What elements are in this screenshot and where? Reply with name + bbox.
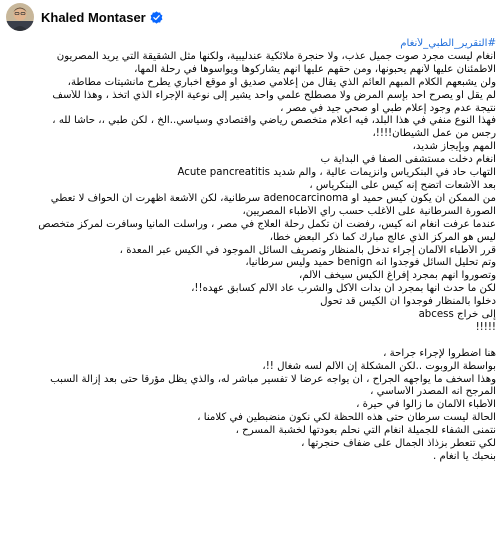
post-text-line: الاطمئنان عليها لأنهم يحبونها، ومن حقهم عليها انهم يشاركوها ويواسوها في رحلة ألمها، — [134, 63, 496, 75]
verified-badge-icon — [150, 11, 163, 24]
post-text-line: بعد الأشعات اتضح إنه كيس على البنكرياس ، — [309, 179, 496, 191]
post-text-line: عندما عرفت أنغام أنه كيس، رفضت أن تكمل رحلة العلاج في مصر ، وراسلت المانيا وسافرت لمركز متخصص — [38, 218, 496, 230]
post-text-line: الصورة السرطانية على الأغلب حسب رأي الأطباء المصريين، — [242, 205, 496, 217]
post-text-line: دخلوا بالمنظار فوجدوا أن الكيس قد تحول — [320, 296, 496, 308]
author-name[interactable]: Khaled Montaser — [41, 9, 146, 25]
post-text-line: الأطباء الألمان ما زالوا في حيرة ، — [356, 399, 496, 411]
post-text-line: إلى خراج abcess — [418, 309, 496, 321]
post-text-line: ولن يشبعهم الكلام المبهم العائم الذي يقال من إعلامي صديق أو موقع اخباري يطرح مانشيتات مطاطة، — [67, 76, 496, 88]
post-text-line: أنغام ليست مجرد صوت جميل عذب، ولا حنجرة ملائكية عندليبية، ولكنها مثل الشقيقة التي يريد المصريون — [56, 50, 496, 62]
post-text-line: !!!!! — [475, 321, 496, 333]
paragraph-spacer — [6, 335, 496, 348]
post-text-line: الحالة ليست سرطان حتى هذه اللحظة لكي نكون منضبطين في كلامنا ، — [197, 412, 496, 424]
post-text-line: لكي تتعطر بزذاذ الجمال على ضفاف حنجرتها ، — [301, 438, 496, 450]
post-text-line: فهذا النوع منفي في هذا البلد، فيه اعلام متخصص رياضي واقتصادي وسياسي..الخ ، لكن طبي ،، حاشا لله ، — [52, 115, 496, 127]
post-text-block — [6, 51, 496, 335]
post-text-line: رجس من عمل الشيطان!!!!، — [372, 128, 496, 140]
post-text-line: لكن ما حدث أنها بمجرد أن بدأت الأكل والشرب عاد الألم كسابق عهده!!، — [191, 283, 496, 295]
post-header — [0, 0, 504, 32]
post-text-line: المهم وبإيجاز شديد، — [412, 141, 496, 153]
post-body — [0, 32, 504, 464]
author-avatar[interactable] — [6, 3, 34, 31]
post-text-line: المرجح أنه المصدر الأساسي ، — [370, 386, 496, 398]
post-text-line: وتم تحليل السائل فوجدوا أنه benign حميد وليس سرطانياً، — [245, 257, 496, 269]
post-text-line: أنغام دخلت مستشفى الصفا في البداية ب — [320, 154, 496, 166]
post-text-line: من الممكن أن يكون كيس حميد أو adenocarcinoma سرطانية، لكن الأشعة أظهرت أن الحواف لا تعطي — [50, 192, 496, 204]
post-text-line: قرر الأطباء الألمان إجراء تدخل بالمنظار وتصريف السائل الموجود في الكيس عبر المعدة ، — [119, 244, 496, 256]
post-text-line: وتصوروا أنهم بمجرد إفراغ الكيس سيخف الألم، — [299, 270, 496, 282]
post-text-line: لم يقل أو يصرح أحد بإسم المرض ولا مصطلح علمي واحد يشير إلى نوعية الإجراء الذي اتخذ ، وهذا للأسف — [52, 89, 496, 101]
post-text-line: بواسطة الروبوت ..لكن المشكلة إن الألم لسه شغال !!، — [262, 360, 496, 372]
post-text-line: التهاب حاد في البنكرياس وانزيمات عالية ، وألم شديد Acute pancreatitis — [177, 167, 496, 179]
profile-photo — [6, 3, 34, 31]
hashtag-link[interactable]: #التقرير_الطبي_لأنغام — [400, 38, 496, 49]
post-text-line: نتمنى الشفاء للجميلة أنغام التي نحلم بعودتها لخشبة المسرح ، — [235, 425, 496, 437]
post-text-block — [6, 348, 496, 464]
post-text-line: وهذا أسخف ما يواجهه الجراح ، أن يواجه عرضاً لا تفسير مباشر له، والذي يظل مؤرقاً حتى بعد إزالة السبب — [50, 373, 496, 385]
post-text-line: نتيجة عدم وجود إعلام طبي أو صحي جيد في مصر ، — [280, 102, 496, 114]
post-text-line: بنحبك يا أنغام . — [432, 450, 496, 462]
post-text-line: هنا اضطروا لإجراء جراحة ، — [383, 347, 496, 359]
post-text-line: ليس هو المركز الذي عالج مبارك كما ذكر البعض خطأ، — [269, 231, 496, 243]
